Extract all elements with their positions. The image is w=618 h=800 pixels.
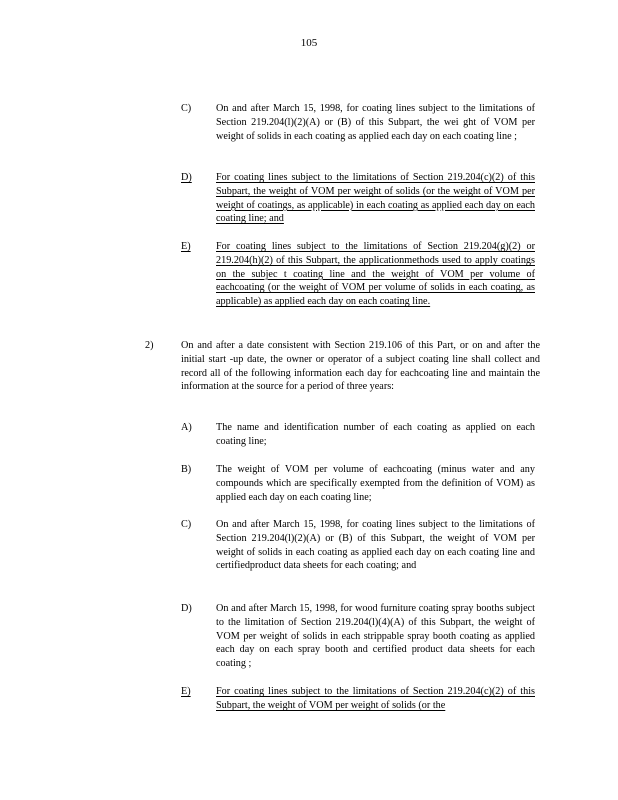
item-text: On and after March 15, 1998, for wood furniture coating spray booths subject to the limitation of Section 219.204(l)(4)(A) of this Subpart, the weight of VOM per weight of solids in each strippable spray booth coating as applied each day on each spray booth and certified product data sheets for each coating ; (216, 603, 535, 670)
item-text: On and after March 15, 1998, for coating lines subject to the limitations of Section 219.204(l)(2)(A) or (B) of this Subpart, the wei ght of VOM per weight of solids in each coating as applied each day on each coating line ; (216, 103, 535, 142)
item-text: For coating lines subject to the limitations of Section 219.204(c)(2) of this Subpart, the weight of VOM per weight of solids (or the weight of VOM per weight of coatings, as applicable) in each coating as applied each day on each coating line; and (216, 172, 535, 225)
item-text: On and after March 15, 1998, for coating lines subject to the limitations of Section 219.204(l)(2)(A) or (B) of this Subpart, the weight of VOM per weight of solids in each coating as applied each day on each coating line and certifiedproduct data sheets for each coating; and (216, 519, 535, 572)
item-label: C) (181, 519, 192, 530)
item-label: 2) (145, 340, 154, 351)
item-label: E) (181, 686, 191, 697)
item-label: B) (181, 464, 192, 475)
item-label: C) (181, 103, 192, 114)
item-label: D) (181, 172, 192, 183)
item-label: E) (181, 241, 191, 252)
item-label: D) (181, 603, 192, 614)
item-text: For coating lines subject to the limitations of Section 219.204(c)(2) of this Subpart, the weight of VOM per weight of solids (or the (216, 686, 535, 711)
page-number: 105 (300, 37, 318, 49)
item-text: The weight of VOM per volume of eachcoating (minus water and any compounds which are specifically exempted from the definition of VOM) as applied each day on each coating line; (216, 464, 535, 503)
item-text: On and after a date consistent with Section 219.106 of this Part, or on and after the initial start -up date, the owner or operator of a subject coating line shall collect and record all of the following information each day for eachcoating line and maintain the information at the source for a period of three years: (181, 340, 540, 393)
item-text: For coating lines subject to the limitations of Section 219.204(g)(2) or 219.204(h)(2) of this Subpart, the applicationmethods used to apply coatings on the subjec t coating line and the weight of VOM per volume of eachcoating (or the weight of VOM per volume of solids in each coating, as applicable) as applied each day on each coating line. (216, 241, 535, 308)
item-text: The name and identification number of each coating as applied on each coating line; (216, 422, 535, 447)
item-label: A) (181, 422, 192, 433)
